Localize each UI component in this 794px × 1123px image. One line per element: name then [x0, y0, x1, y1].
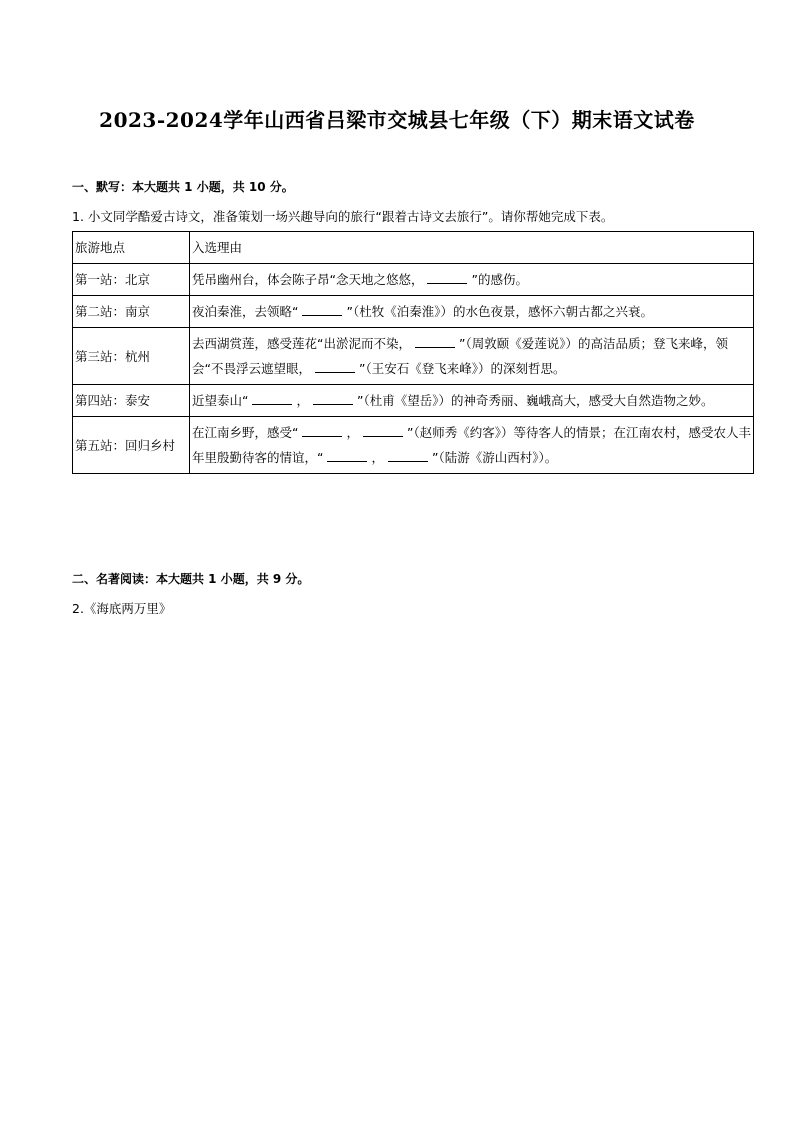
row-reason	[190, 385, 754, 417]
answer-blank[interactable]	[327, 449, 367, 462]
reason-text: ”（杜甫《望岳》）的神奇秀丽、巍峨高大，感受大自然造物之妙。	[357, 393, 714, 408]
row-place: 第一站：北京	[73, 264, 190, 296]
row-reason	[190, 264, 754, 296]
page-title: 2023-2024学年山西省吕梁市交城县七年级（下）期末语文试卷	[99, 108, 695, 132]
answer-blank[interactable]	[363, 424, 403, 437]
row-place: 第四站：泰安	[73, 385, 190, 417]
reason-text: ”（陆游《游山西村》）。	[432, 450, 558, 465]
reason-text: 近望泰山“	[192, 393, 249, 408]
section-heading-dictation: 一、默写：本大题共 1 小题，共 10 分。	[72, 180, 294, 194]
answer-blank[interactable]	[252, 392, 292, 405]
answer-blank[interactable]	[388, 449, 428, 462]
header-reason: 入选理由	[190, 232, 754, 264]
answer-blank[interactable]	[315, 360, 355, 373]
question-1-text: 1. 小文同学酷爱古诗文，准备策划一场兴趣导向的旅行“跟着古诗文去旅行”。请你帮她完成下表。	[72, 209, 614, 224]
reason-text: ”（赵师秀《约客》）等待客人的情景；在江南农村，感受农人丰年里殷勤待客的情谊，“	[192, 425, 751, 465]
reason-text: 在江南乡野，感受“	[192, 425, 299, 440]
reason-text: 凭吊幽州台，体会陈子昂“念天地之悠悠，	[192, 272, 424, 287]
reason-text: ”（周敦颐《爱莲说》）的高洁品质；登飞来峰，领会“不畏浮云遮望眼，	[192, 336, 728, 376]
table-header-row	[73, 232, 754, 264]
reason-text: ，	[296, 393, 309, 408]
row-reason	[190, 296, 754, 328]
row-place: 第二站：南京	[73, 296, 190, 328]
answer-blank[interactable]	[302, 303, 342, 316]
table-row	[73, 328, 754, 385]
row-place: 第三站：杭州	[73, 328, 190, 385]
answer-blank[interactable]	[302, 424, 342, 437]
itinerary-table	[72, 231, 754, 474]
row-reason	[190, 417, 754, 474]
reason-text: 去西湖赏莲，感受莲花“出淤泥而不染，	[192, 336, 411, 351]
table-row	[73, 417, 754, 474]
reason-text: ”（杜牧《泊秦淮》）的水色夜景，感怀六朝古都之兴衰。	[346, 304, 653, 319]
section-heading-reading: 二、名著阅读：本大题共 1 小题，共 9 分。	[72, 572, 310, 586]
answer-blank[interactable]	[313, 392, 353, 405]
reason-text: ”的感伤。	[471, 272, 528, 287]
table-row	[73, 264, 754, 296]
reason-text: ”（王安石《登飞来峰》）的深刻哲思。	[358, 361, 566, 376]
answer-blank[interactable]	[415, 335, 455, 348]
row-reason	[190, 328, 754, 385]
header-place: 旅游地点	[73, 232, 190, 264]
reason-text: ，	[346, 425, 359, 440]
row-place: 第五站：回归乡村	[73, 417, 190, 474]
question-2-text: 2.《海底两万里》	[72, 601, 172, 616]
reason-text: 夜泊秦淮，去领略“	[192, 304, 299, 319]
table-row	[73, 385, 754, 417]
table-row	[73, 296, 754, 328]
reason-text: ，	[371, 450, 384, 465]
answer-blank[interactable]	[427, 271, 467, 284]
